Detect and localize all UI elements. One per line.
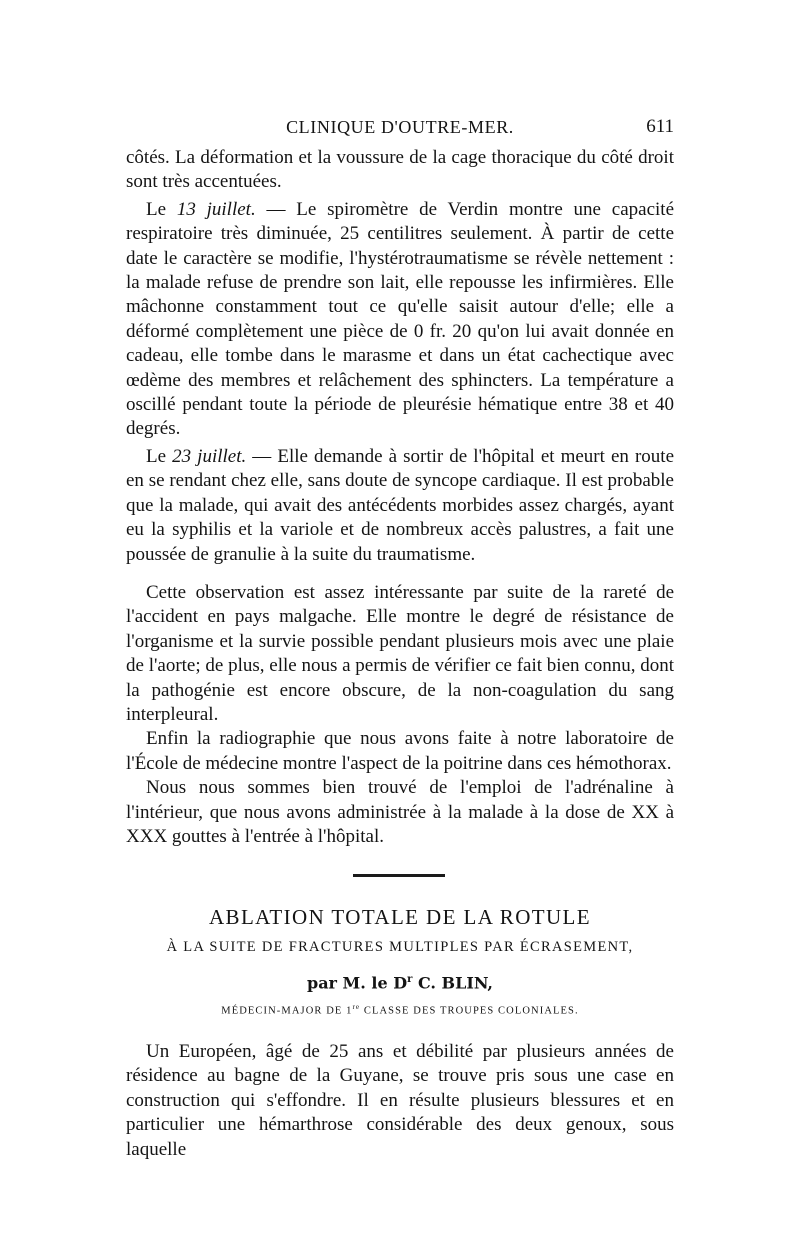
running-title: CLINIQUE D'OUTRE-MER. bbox=[286, 117, 514, 137]
byline-superscript: r bbox=[407, 974, 413, 985]
paragraph: Un Européen, âgé de 25 ans et débilité par plusieurs années de résidence au bagne de la Guyane, se trouve pris sous une case en construction qui s'effondre. Il en résulte plusieurs blessures et en particulier une hémarthrose considérable des deux genoux, sous laquelle bbox=[126, 1041, 674, 1160]
byline-prefix: par M. le D bbox=[307, 973, 408, 993]
article-body bbox=[126, 1040, 674, 1162]
paragraph: côtés. La déformation et la voussure de la cage thoracique du côté droit sont très accentuées. bbox=[126, 147, 674, 193]
page-number: 611 bbox=[646, 116, 674, 137]
paragraph: Cette observation est assez intéressante par suite de la rareté de l'accident en pays malgache. Elle montre le degré de résistance de l'organisme et la survie possible pendant plusieurs mois avec une plaie de l'aorte; de plus, elle nous a permis de vérifier ce fait bien connu, dont la pathogénie est encore obscure, de la non-coagulation du sang interpleural. bbox=[126, 581, 674, 725]
author-title-superscript: re bbox=[352, 1003, 361, 1011]
paragraph-text: — Elle demande à sortir de l'hôpital et meurt en route en se rendant chez elle, sans doute de syncope cardiaque. Il est probable que la malade, qui avait des antécédents morbides assez chargés, ayant eu la syphilis et la variole et de nombreux accès palustres, a fait une poussée de granulie à la suite du traumatisme. bbox=[126, 445, 675, 565]
paragraph-prefix: Le bbox=[146, 445, 173, 467]
author-title-prefix: MÉDECIN-MAJOR DE 1 bbox=[221, 1005, 353, 1017]
paragraph: Enfin la radiographie que nous avons faite à notre laboratoire de l'École de médecine montre l'aspect de la poitrine dans ces hémothorax. bbox=[126, 728, 674, 774]
running-header bbox=[126, 114, 674, 140]
section-divider bbox=[353, 874, 445, 877]
article-title: ABLATION TOTALE DE LA ROTULE bbox=[208, 905, 592, 929]
author-title-suffix: CLASSE DES TROUPES COLONIALES. bbox=[360, 1005, 579, 1017]
byline bbox=[126, 968, 674, 995]
article-continuation bbox=[126, 146, 674, 849]
paragraph-text: — Le spiromètre de Verdin montre une capacité respiratoire très diminuée, 25 centilitres seulement. À partir de cette date le caractère se modifie, l'hystérotraumatisme se révèle nettement : la malade refuse de prendre son lait, elle repousse les infirmières. Elle mâchonne constamment tout ce qu'elle saisit autour d'elle; elle a déformé complètement une pièce de 0 fr. 20 qu'on lui avait donnée en cadeau, elle tombe dans le marasme et dans un état cachectique avec œdème des membres et relâchement des sphincters. La température a oscillé pendant toute la période de pleurésie hématique entre 38 et 40 degrés. bbox=[126, 198, 674, 440]
article-subtitle: À LA SUITE DE FRACTURES MULTIPLES PAR ÉCRASEMENT, bbox=[166, 939, 634, 955]
date-label: 13 juillet. bbox=[176, 198, 256, 220]
paragraph-13-juillet bbox=[126, 198, 674, 442]
paragraph: Nous nous sommes bien trouvé de l'emploi de l'adrénaline à l'intérieur, que nous avons administrée à la malade à la dose de XX à XXX gouttes à l'entrée à l'hôpital. bbox=[126, 777, 674, 847]
author-title bbox=[126, 999, 674, 1020]
date-label: 23 juillet. bbox=[172, 445, 247, 467]
paragraph-23-juillet bbox=[126, 445, 674, 567]
paragraph-prefix: Le bbox=[146, 198, 177, 220]
byline-name: C. BLIN, bbox=[412, 973, 493, 993]
